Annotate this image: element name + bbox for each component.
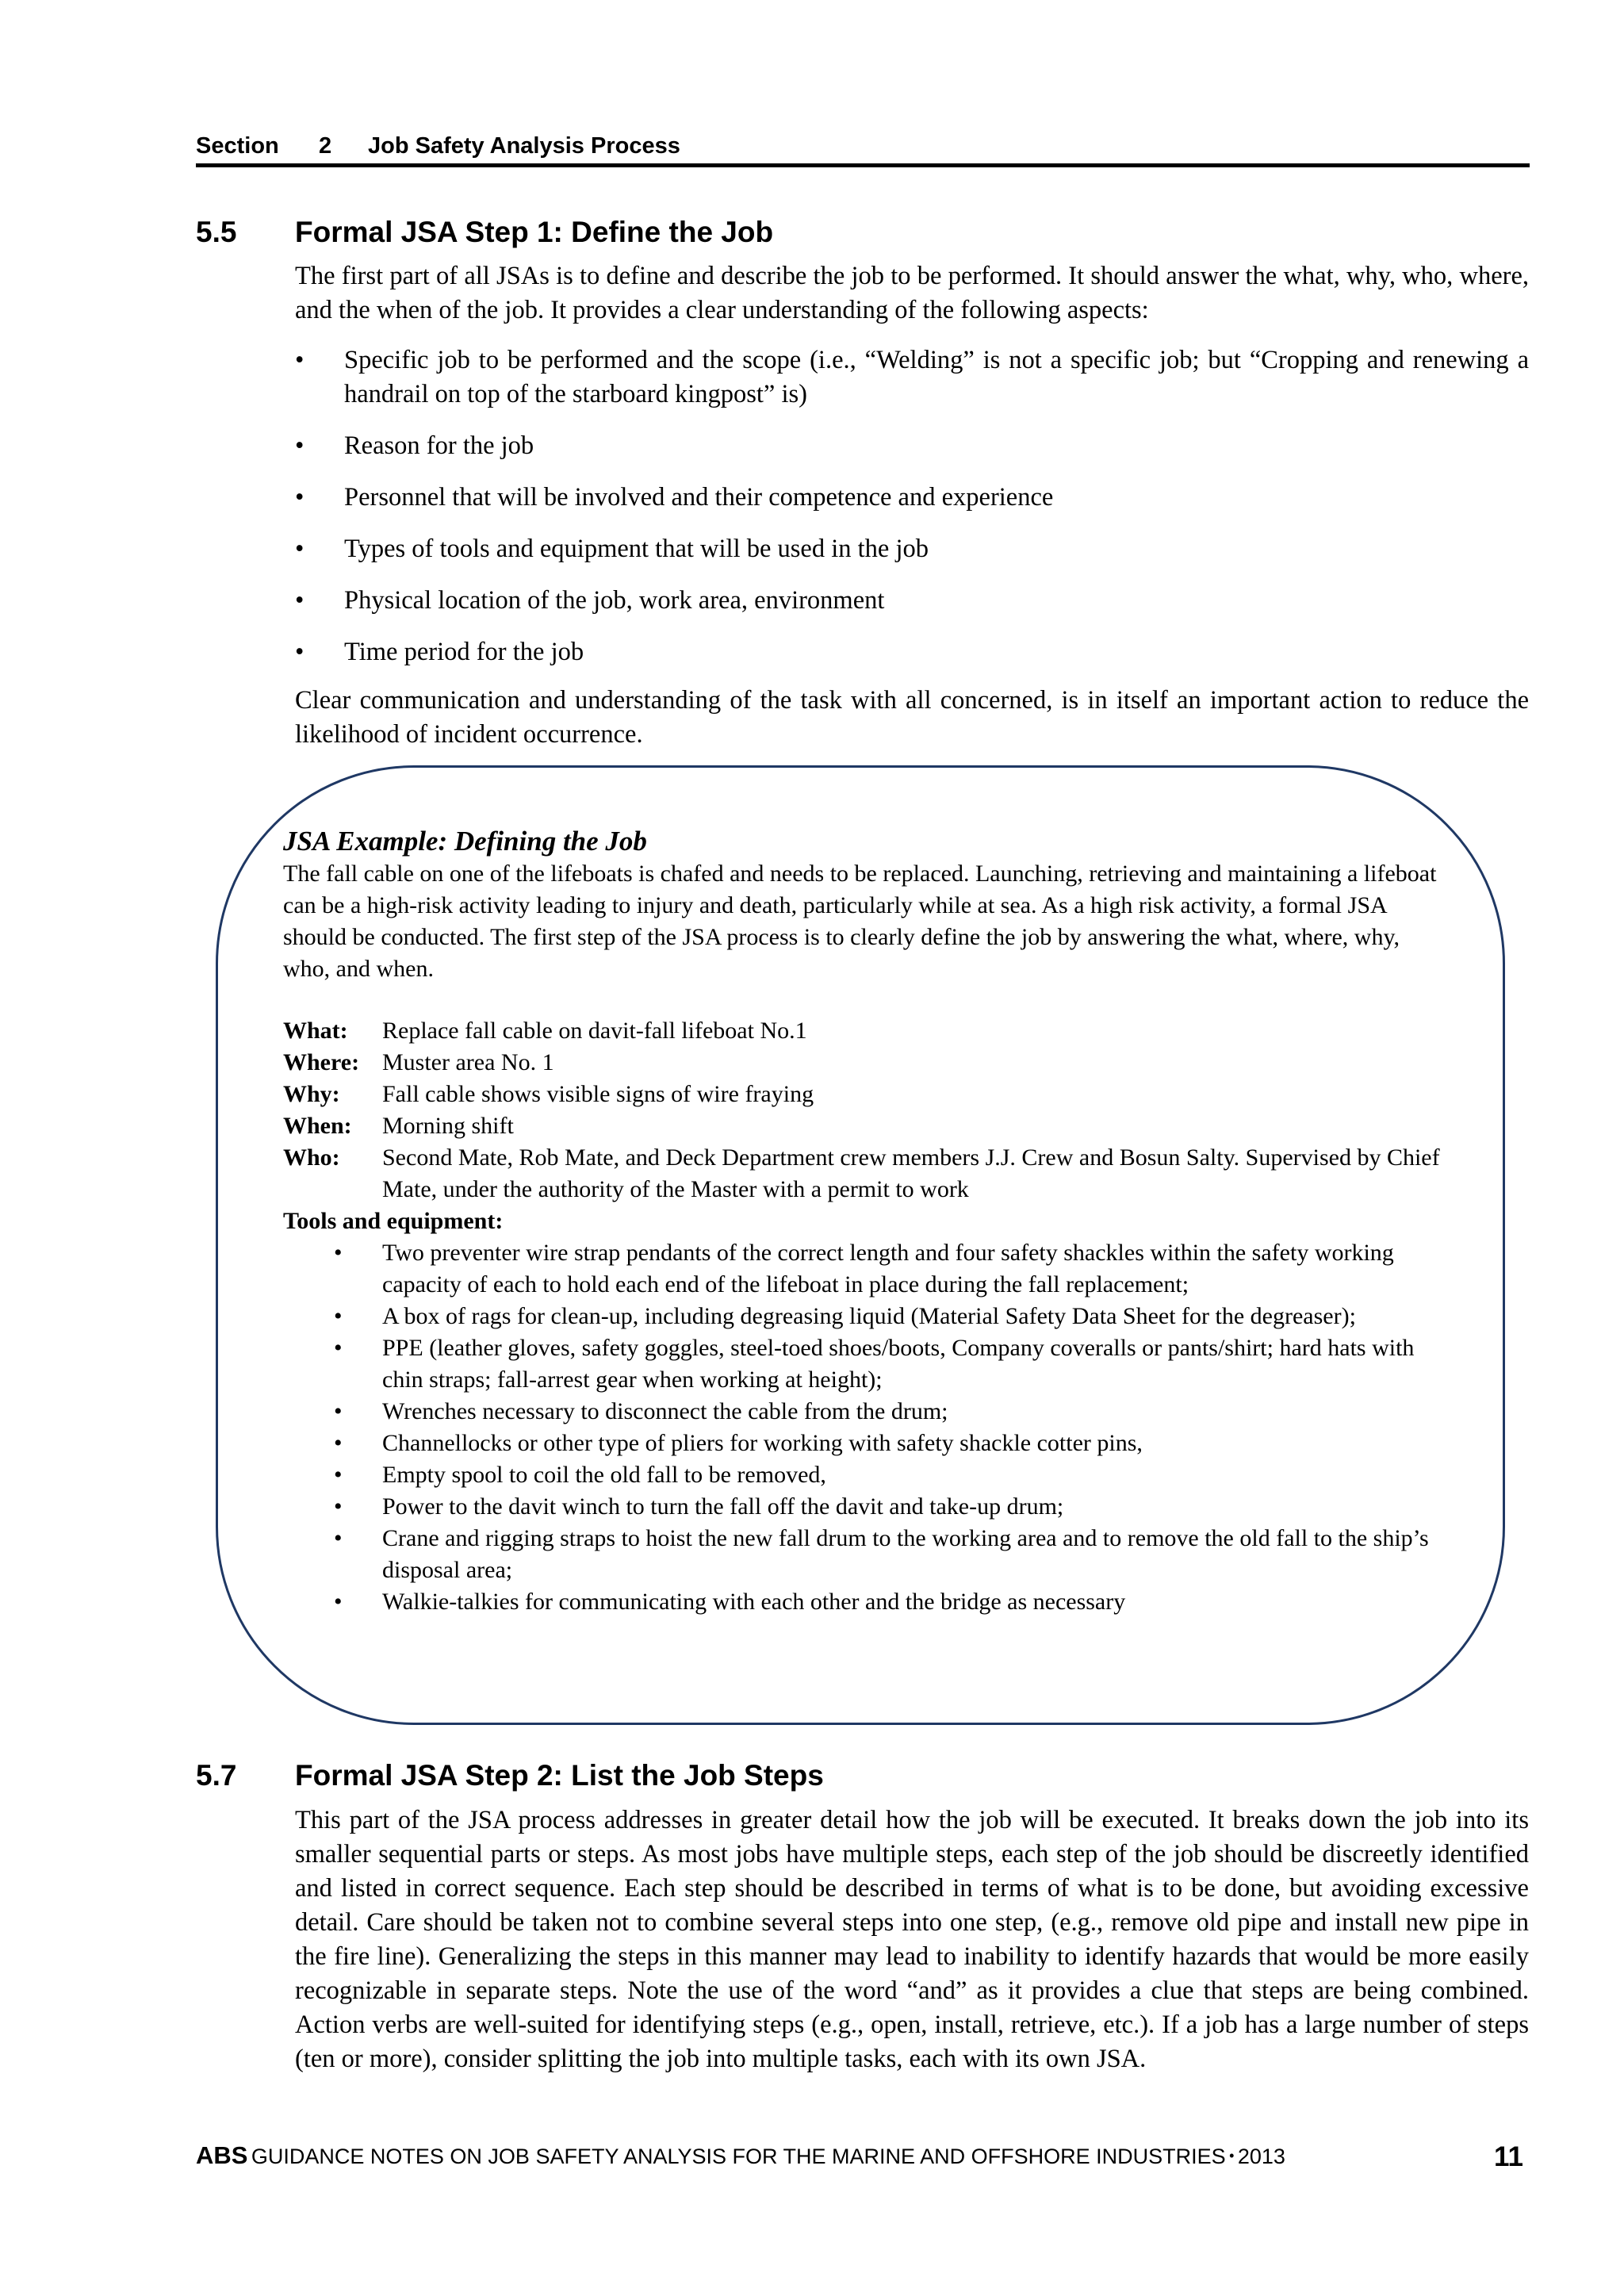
aspect-item: • Physical location of the job, work area, environment bbox=[295, 584, 1529, 618]
who-row bbox=[283, 1142, 1449, 1205]
section-label: Section bbox=[196, 133, 279, 159]
aspect-item: • Personnel that will be involved and their competence and experience bbox=[295, 481, 1529, 515]
aspect-item: • Time period for the job bbox=[295, 635, 1529, 669]
tools-label: Tools and equipment: bbox=[283, 1208, 504, 1234]
page-header bbox=[196, 133, 1530, 167]
section-5-7-body: This part of the JSA process addresses in greater detail how the job will be executed. It breaks down the job into its smaller sequential parts or steps. As most jobs have multiple steps, each step of the job should be discreetly identified and listed in correct sequence. Each step should be described in terms of what is to be done, but avoiding excessive detail. Care should be taken not to combine several steps into one step, (e.g., remove old pipe and install new pipe in the fire line). Generalizing the steps in this manner may lead to inability to identify hazards that would be more easily recognizable in separate steps. Note the use of the word “and” as it provides a clue that steps are being combined. Action verbs are well-suited for identifying steps (e.g., open, install, retrieve, etc.). If a job has a large number of steps (ten or more), consider splitting the job into multiple tasks, each with its own JSA. bbox=[295, 1806, 1529, 2073]
tool-item: • Wrenches necessary to disconnect the cable from the drum; bbox=[283, 1396, 1449, 1428]
tool-item: • PPE (leather gloves, safety goggles, steel-toed shoes/boots, Company coveralls or pants/shirt; hard hats with chin straps; fall-arrest gear when working at height); bbox=[283, 1332, 1449, 1396]
footer-title: GUIDANCE NOTES ON JOB SAFETY ANALYSIS FOR THE MARINE AND OFFSHORE INDUSTRIES bbox=[251, 2145, 1226, 2168]
heading-number: 5.5 bbox=[196, 216, 237, 248]
tool-item: • A box of rags for clean-up, including degreasing liquid (Material Safety Data Sheet for the degreaser); bbox=[283, 1301, 1449, 1332]
who-value: Second Mate, Rob Mate, and Deck Department crew members J.J. Crew and Bosun Salty. Supervised by Chief Mate, under the authority of the Master with a permit to work bbox=[382, 1144, 1440, 1202]
example-intro: The fall cable on one of the lifeboats is chafed and needs to be replaced. Launching, retrieving and maintaining a lifeboat can be a high-risk activity leading to injury and death, particularly while at sea. As a high risk activity, a formal JSA should be conducted. The first step of the JSA process is to clearly define the job by answering the what, where, why, who, and when. bbox=[283, 861, 1437, 982]
section-number: 2 bbox=[319, 133, 332, 159]
tool-item: • Channellocks or other type of pliers for working with safety shackle cotter pins, bbox=[283, 1428, 1449, 1459]
footer-year: 2013 bbox=[1237, 2145, 1285, 2168]
heading-title: Formal JSA Step 2: List the Job Steps bbox=[295, 1759, 824, 1792]
tool-item: • Two preventer wire strap pendants of the correct length and four safety shackles within the safety working capacity of each to hold each end of the lifeboat in place during the fall replacement; bbox=[283, 1237, 1449, 1301]
abs-logo: ABS bbox=[196, 2141, 248, 2169]
heading-title: Formal JSA Step 1: Define the Job bbox=[295, 216, 774, 248]
why-label: Why: bbox=[283, 1081, 340, 1107]
page-footer bbox=[196, 2141, 1530, 2176]
where-value: Muster area No. 1 bbox=[382, 1049, 554, 1075]
page-number: 11 bbox=[1494, 2141, 1523, 2172]
heading-number: 5.7 bbox=[196, 1759, 237, 1792]
where-label: Where: bbox=[283, 1049, 360, 1075]
when-value: Morning shift bbox=[382, 1113, 514, 1139]
example-title: JSA Example: Defining the Job bbox=[283, 826, 647, 857]
footer-separator: • bbox=[1229, 2148, 1235, 2164]
example-content bbox=[283, 825, 1449, 1618]
what-label: What: bbox=[283, 1018, 348, 1044]
tools-list bbox=[283, 1237, 1449, 1618]
section-5-5-intro: The first part of all JSAs is to define and describe the job to be performed. It should answer the what, why, who, where, and the when of the job. It provides a clear understanding of the following aspects: bbox=[295, 262, 1529, 324]
what-value: Replace fall cable on davit-fall lifeboat No.1 bbox=[382, 1018, 807, 1044]
aspect-item: • Specific job to be performed and the scope (i.e., “Welding” is not a specific job; but “Cropping and renewing a handrail on top of the starboard kingpost” is) bbox=[295, 343, 1529, 412]
section-title: Job Safety Analysis Process bbox=[368, 133, 680, 159]
section-5-5-closing: Clear communication and understanding of the task with all concerned, is in itself an important action to reduce the likelihood of incident occurrence. bbox=[295, 686, 1529, 749]
tool-item: • Power to the davit winch to turn the fall off the davit and take-up drum; bbox=[283, 1491, 1449, 1523]
aspects-list bbox=[295, 343, 1529, 687]
tool-item: • Empty spool to coil the old fall to be removed, bbox=[283, 1459, 1449, 1491]
tool-item: • Walkie-talkies for communicating with each other and the bridge as necessary bbox=[283, 1586, 1449, 1618]
what-row bbox=[283, 1015, 1449, 1047]
aspect-item: • Types of tools and equipment that will be used in the job bbox=[295, 532, 1529, 566]
where-row bbox=[283, 1047, 1449, 1079]
aspect-item: • Reason for the job bbox=[295, 429, 1529, 463]
why-row bbox=[283, 1079, 1449, 1110]
tool-item: • Crane and rigging straps to hoist the new fall drum to the working area and to remove the old fall to the ship’s disposal area; bbox=[283, 1523, 1449, 1586]
why-value: Fall cable shows visible signs of wire fraying bbox=[382, 1081, 814, 1107]
when-row bbox=[283, 1110, 1449, 1142]
when-label: When: bbox=[283, 1113, 352, 1139]
who-label: Who: bbox=[283, 1144, 340, 1171]
